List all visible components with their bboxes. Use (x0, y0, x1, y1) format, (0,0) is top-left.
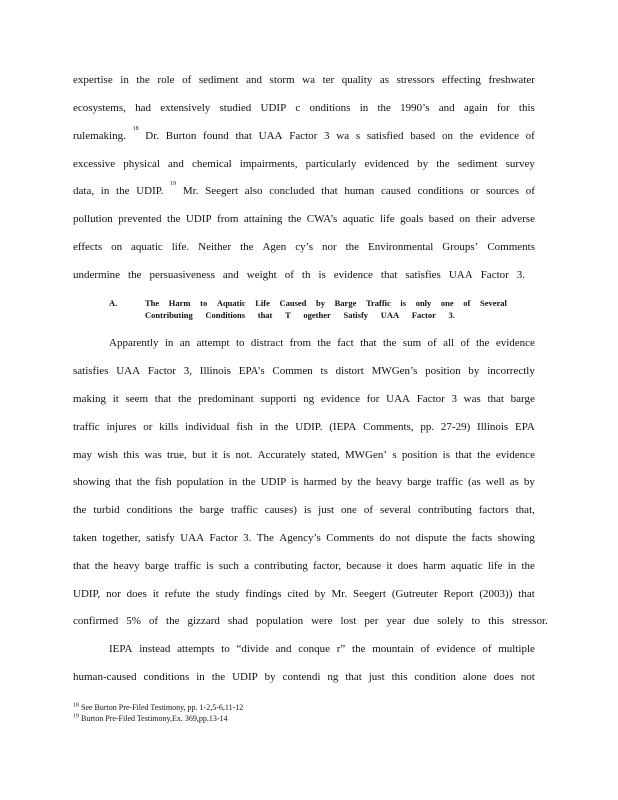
text-line: data, in the UDIP. 19 Mr. Seegert also concluded that human caused conditions or sources of (73, 181, 535, 197)
text-line: confirmed 5% of the gizzard shad population were lost per year due solely to this stressor. (73, 615, 548, 627)
text-line: human-caused conditions in the UDIP by contendi ng that just this condition alone does not (73, 671, 535, 683)
text-line: traffic injures or kills individual fish in the UDIP. (IEPA Comments, pp. 27-29) Illinois EPA (73, 421, 535, 433)
text-line: making it seem that the predominant supporti ng evidence for UAA Factor 3 was that barge (73, 393, 535, 405)
footnote-ref: 19 (170, 181, 177, 187)
footnote-18 (73, 703, 243, 713)
text-line: undermine the persuasiveness and weight of th is evidence that satisfies UAA Factor 3. (73, 269, 526, 281)
text-line: rulemaking. 18 Dr. Burton found that UAA Factor 3 wa s satisfied based on the evidence of (73, 126, 535, 142)
text-line: effects on aquatic life. Neither the Agen cy’s nor the Environmental Groups’ Comments (73, 241, 535, 253)
footnote-number: 19 (73, 713, 79, 720)
text-line: excessive physical and chemical impairments, particularly evidenced by the sediment survey (73, 158, 535, 170)
heading-line-2: Contributing Conditions that T ogether Satisfy UAA Factor 3. (145, 310, 455, 320)
text-line: UDIP, nor does it refute the study findings cited by Mr. Seegert (Gutreuter Report (2003)) that (73, 588, 535, 600)
text-line: Apparently in an attempt to distract from the fact that the sum of all of the evidence (109, 337, 535, 349)
footnote-text: See Burton Pre-Filed Testimony, pp. 1-2,5-6,11-12 (81, 703, 244, 712)
footnote-19 (73, 714, 228, 724)
text-line: expertise in the role of sediment and storm wa ter quality as stressors effecting freshwater (73, 74, 535, 86)
heading-label: A. (109, 298, 118, 308)
text-line: showing that the fish population in the UDIP is harmed by the heavy barge traffic (as well as by (73, 476, 535, 488)
footnote-ref: 18 (132, 126, 139, 132)
text-line: may wish this was true, but it is not. Accurately stated, MWGen’ s position is that the evidence (73, 449, 535, 461)
text-line: that the heavy barge traffic is such a contributing factor, because it does harm aquatic life in the (73, 560, 535, 572)
text-line: taken together, satisfy UAA Factor 3. The Agency’s Comments do not dispute the facts showing (73, 532, 535, 544)
heading-line-1: The Harm to Aquatic Life Caused by Barge Traffic is only one of Several (145, 298, 507, 308)
text-line: satisfies UAA Factor 3, Illinois EPA’s Commen ts distort MWGen’s position by incorrectly (73, 365, 535, 377)
text-line: the turbid conditions the barge traffic causes) is just one of several contributing factors that, (73, 504, 535, 516)
footnote-number: 18 (73, 702, 79, 709)
text-line: IEPA instead attempts to “divide and conque r” the mountain of evidence of multiple (109, 643, 535, 655)
footnote-text: Burton Pre-Filed Testimony,Ex. 369,pp.13-14 (81, 714, 228, 723)
text-line: ecosystems, had extensively studied UDIP c onditions in the 1990’s and again for this (73, 102, 535, 114)
text-line: pollution prevented the UDIP from attaining the CWA’s aquatic life goals based on their adverse (73, 213, 535, 225)
